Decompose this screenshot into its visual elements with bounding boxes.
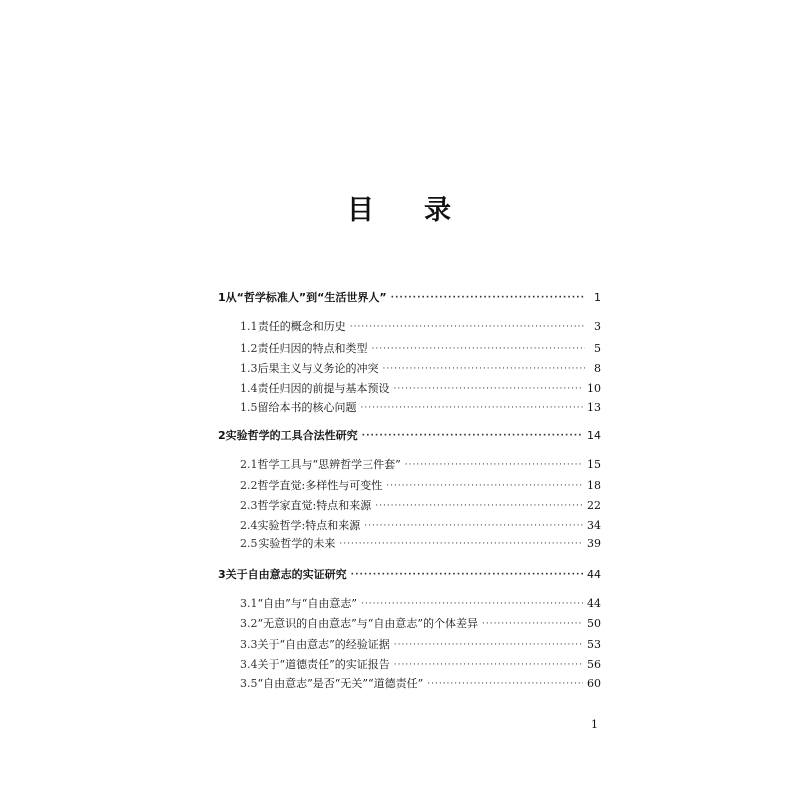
toc-leader-dots bbox=[391, 289, 585, 307]
toc-page-number: 1 bbox=[594, 291, 601, 304]
toc-entry-title: 从“哲学标准人”到“生活世界人” bbox=[225, 291, 387, 304]
toc-leader-dots bbox=[405, 456, 583, 474]
toc-leader-dots bbox=[383, 360, 586, 378]
toc-entry-number: 2.4 bbox=[240, 519, 258, 532]
toc-page-number: 34 bbox=[587, 519, 601, 532]
toc-entry-title: 关于自由意志的实证研究 bbox=[225, 568, 347, 581]
toc-entry-title: 关于“自由意志”的经验证据 bbox=[257, 638, 390, 651]
toc-page-number: 10 bbox=[587, 382, 601, 395]
toc-section-row bbox=[218, 318, 601, 336]
toc-entry-title: “自由”与“自由意志” bbox=[257, 597, 357, 610]
toc-chapter-row bbox=[218, 566, 601, 584]
toc-entry-title: 关于“道德责任”的实证报告 bbox=[257, 658, 390, 671]
toc-entry-number: 1.3 bbox=[240, 362, 258, 375]
title-right-char: 录 bbox=[424, 195, 453, 226]
toc-leader-dots bbox=[364, 517, 583, 535]
toc-leader-dots bbox=[372, 340, 586, 358]
page-title bbox=[0, 188, 800, 227]
toc-leader-dots bbox=[394, 380, 584, 398]
toc-leader-dots bbox=[362, 427, 583, 445]
toc-page-number: 60 bbox=[587, 677, 601, 690]
toc-entry-title: 实验哲学的工具合法性研究 bbox=[225, 429, 358, 442]
toc-leader-dots bbox=[350, 318, 585, 336]
toc-leader-dots bbox=[361, 595, 583, 613]
toc-section-row bbox=[218, 360, 601, 378]
toc-page-number: 3 bbox=[594, 320, 601, 333]
toc-entry-number: 3.5 bbox=[240, 677, 258, 690]
toc-section-row bbox=[218, 399, 601, 417]
toc-entry-title: 责任归因的前提与基本预设 bbox=[257, 382, 390, 395]
toc-page-number: 56 bbox=[587, 658, 601, 671]
toc-section-row bbox=[218, 535, 601, 553]
toc-entry-number: 3.1 bbox=[240, 597, 258, 610]
toc-entry-title: 留给本书的核心问题 bbox=[257, 401, 357, 414]
toc-leader-dots bbox=[339, 535, 583, 553]
toc-page-number: 18 bbox=[587, 479, 601, 492]
toc-page-number: 8 bbox=[594, 362, 601, 375]
toc-leader-dots bbox=[351, 566, 583, 584]
toc-section-row bbox=[218, 380, 601, 398]
toc-page-number: 44 bbox=[587, 568, 601, 581]
toc-entry-number: 2.3 bbox=[240, 499, 258, 512]
toc-entry-title: “自由意志”是否“无关”“道德责任” bbox=[257, 677, 424, 690]
toc-section-row bbox=[218, 340, 601, 358]
toc-entry-number: 3.4 bbox=[240, 658, 258, 671]
toc-leader-dots bbox=[394, 636, 583, 654]
toc-leader-dots bbox=[375, 497, 583, 515]
toc-page-number: 39 bbox=[587, 537, 601, 550]
toc-entry-title: 哲学工具与“思辨哲学三件套” bbox=[257, 458, 401, 471]
toc-entry-title: 哲学家直觉:特点和来源 bbox=[257, 499, 372, 512]
toc-entry-title: 哲学直觉:多样性与可变性 bbox=[257, 479, 383, 492]
toc-entry-number: 2.5 bbox=[240, 537, 258, 550]
toc-leader-dots bbox=[386, 477, 583, 495]
toc-entry-number: 1.4 bbox=[240, 382, 258, 395]
toc-entry-title: 实验哲学的未来 bbox=[258, 537, 336, 550]
toc-entry-title: 责任归因的特点和类型 bbox=[257, 342, 368, 355]
toc-entry-number: 1.1 bbox=[240, 320, 258, 333]
page-number: 1 bbox=[591, 718, 598, 731]
toc-page-number: 50 bbox=[587, 617, 601, 630]
toc-entry-title: 后果主义与义务论的冲突 bbox=[257, 362, 379, 375]
toc-leader-dots bbox=[427, 675, 583, 693]
title-left-char: 目 bbox=[347, 195, 376, 226]
toc-entry-number: 1.2 bbox=[240, 342, 258, 355]
toc-entry-number: 2 bbox=[218, 429, 226, 442]
toc-entry-title: 责任的概念和历史 bbox=[257, 320, 346, 333]
toc-section-row bbox=[218, 656, 601, 674]
toc-entry-number: 1.5 bbox=[240, 401, 258, 414]
toc-page-number: 14 bbox=[587, 429, 601, 442]
toc-entry-number: 3.3 bbox=[240, 638, 258, 651]
toc-page-number: 44 bbox=[587, 597, 601, 610]
toc-section-row bbox=[218, 675, 601, 693]
toc-chapter-row bbox=[218, 427, 601, 445]
toc-section-row bbox=[218, 456, 601, 474]
toc-entry-number: 2.1 bbox=[240, 458, 258, 471]
toc-entry-number: 1 bbox=[218, 291, 226, 304]
toc-section-row bbox=[218, 517, 601, 535]
toc-entry-number: 2.2 bbox=[240, 479, 258, 492]
toc-entry-number: 3.2 bbox=[240, 617, 258, 630]
toc-section-row bbox=[218, 477, 601, 495]
toc-leader-dots bbox=[394, 656, 583, 674]
toc-section-row bbox=[218, 615, 601, 633]
toc-page-number: 13 bbox=[587, 401, 601, 414]
toc-chapter-row bbox=[218, 289, 601, 307]
toc-entry-number: 3 bbox=[218, 568, 226, 581]
toc-page-number: 53 bbox=[587, 638, 601, 651]
toc-section-row bbox=[218, 595, 601, 613]
toc-section-row bbox=[218, 497, 601, 515]
toc-page-number: 22 bbox=[587, 499, 601, 512]
toc-leader-dots bbox=[361, 399, 584, 417]
toc-leader-dots bbox=[482, 615, 583, 633]
toc-page-number: 15 bbox=[587, 458, 601, 471]
toc-page-number: 5 bbox=[594, 342, 601, 355]
toc-entry-title: “无意识的自由意志”与“自由意志”的个体差异 bbox=[257, 617, 478, 630]
toc-entry-title: 实验哲学:特点和来源 bbox=[257, 519, 361, 532]
toc-section-row bbox=[218, 636, 601, 654]
